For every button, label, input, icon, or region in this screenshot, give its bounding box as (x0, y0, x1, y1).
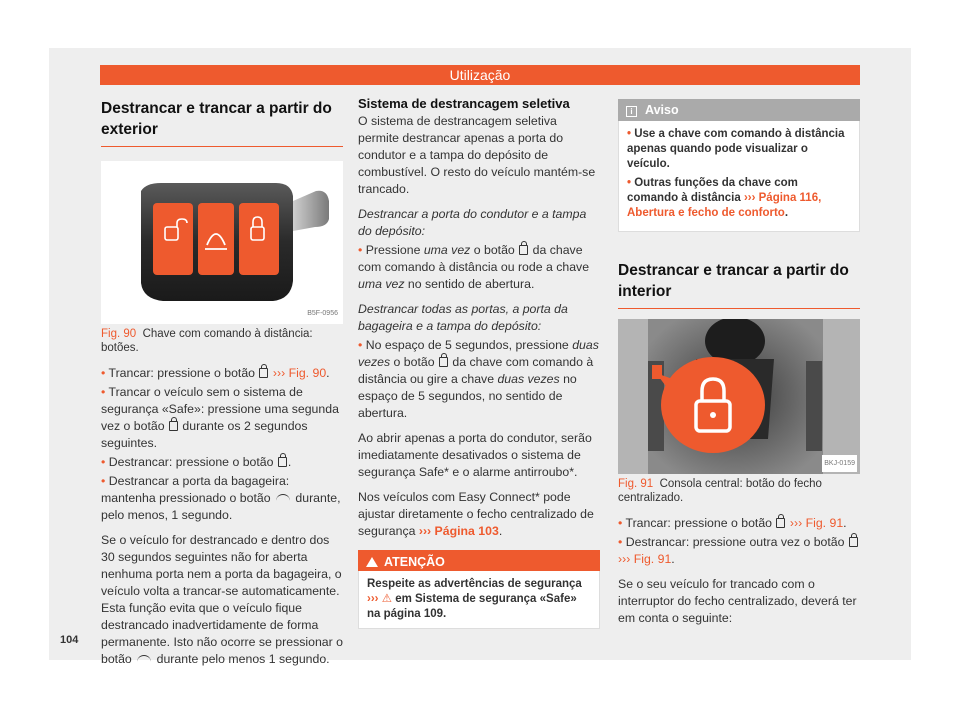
list-item: • Pressione uma vez o botão da chave com comando à distância ou rode a chave uma vez no sentido de abertura. (358, 243, 590, 291)
trunk-icon (276, 494, 290, 502)
column-2 (358, 90, 600, 641)
center-console-illustration (618, 319, 860, 474)
paragraph: O sistema de destrancagem seletiva permite destrancar apenas a porta do condutor e a tampa do depósito de combustível. O resto do veículo mantém-se trancado. (358, 114, 596, 196)
column-3 (618, 90, 860, 635)
figure-center-console (618, 319, 860, 474)
column-1 (101, 90, 343, 676)
warning-box (358, 550, 600, 629)
paragraph: Ao abrir apenas a porta do condutor, serão imediatamente desativados o sistema de segurança Safe* e o alarme antirroubo*. (358, 431, 592, 479)
figure-link[interactable]: ››› Fig. 91 (789, 516, 844, 530)
section-heading-interior: Destrancar e trancar a partir do interior (618, 252, 860, 309)
list-item: • Destrancar: pressione outra vez o botão ››› Fig. 91. (618, 534, 860, 568)
warning-header: ATENÇÃO (358, 551, 600, 571)
trunk-button-shape (198, 203, 234, 275)
list-item: • Trancar o veículo sem o sistema de segurança «Safe»: pressione uma segunda vez o botão durante os 2 segundos seguintes. (101, 385, 339, 450)
note-body (618, 121, 860, 232)
trunk-icon (137, 655, 151, 663)
list-item: • Outras funções da chave com comando à distância ››› Página 116, Abertura e fecho de conforto. (627, 177, 822, 219)
unlock-icon (278, 457, 287, 467)
figure-key-remote (101, 161, 343, 324)
page-link[interactable]: ››› Página 116, Abertura e fecho de conforto (627, 192, 822, 219)
list-item: • Destrancar a porta da bagageira: mantenha pressionado o botão durante, pelo menos, 1 segundo. (101, 474, 341, 522)
subheading-italic: Destrancar a porta do condutor e a tampa do depósito: (358, 207, 587, 238)
warning-body: Respeite as advertências de segurança ››› ⚠ em Sistema de segurança «Safe» na página 109. (358, 571, 600, 629)
subheading-italic: Destrancar todas as portas, a porta da bagageira e a tampa do depósito: (358, 302, 568, 333)
figure-link[interactable]: ››› Fig. 90 (272, 366, 327, 380)
lock-callout-circle (661, 357, 765, 453)
page-link[interactable]: ››› Página 103 (418, 524, 499, 538)
key-remote-illustration (101, 161, 343, 324)
section-heading-exterior: Destrancar e trancar a partir do exterior (101, 90, 343, 147)
lock-icon (259, 368, 268, 378)
figure-caption: Fig. 91 Consola central: botão do fecho centralizado. (618, 478, 822, 504)
paragraph: Se o veículo for destrancado e dentro dos 30 segundos seguintes não for aberta nenhuma porta nem a porta da bagageira, o veículo volta a trancar-se automaticamente. Esta função evita que o veículo fique destrancado inadvertidamente de forma permanente. Isto não ocorre se pressionar o botão durante pelo menos 1 segundo. (101, 533, 343, 666)
paragraph: Se o seu veículo for trancado com o interruptor do fecho centralizado, deverá ter em conta o seguinte: (618, 577, 857, 625)
chapter-banner: Utilização (100, 65, 860, 85)
list-item: • Use a chave com comando à distância apenas quando pode visualizar o veículo. (627, 128, 845, 170)
info-icon: i (626, 106, 637, 117)
figure-code: BKJ-0159 (822, 455, 857, 472)
figure-code: B5F-0956 (305, 305, 340, 322)
subsection-heading: Sistema de destrancagem seletiva (358, 96, 570, 111)
page-number: 104 (60, 634, 79, 646)
list-item: • Trancar: pressione o botão ››› Fig. 90. (101, 366, 330, 380)
warning-small-icon: ⚠ (381, 593, 392, 605)
note-box (618, 99, 860, 232)
figure-caption: Fig. 90 Chave com comando à distância: botões. (101, 328, 313, 354)
note-header: i Aviso (618, 99, 860, 121)
lock-icon (776, 518, 785, 528)
unlock-icon (439, 357, 448, 367)
list-item: • Trancar: pressione o botão ››› Fig. 91. (618, 516, 847, 530)
lock-icon (169, 421, 178, 431)
unlock-button-shape (153, 203, 193, 275)
paragraph: Nos veículos com Easy Connect* pode ajustar diretamente o fecho centralizado de segurança ››› Página 103. (358, 490, 594, 538)
lock-button-shape (239, 203, 279, 275)
list-item: • Destrancar: pressione o botão . (101, 455, 292, 469)
list-item: • No espaço de 5 segundos, pressione duas vezes o botão da chave com comando à distância ou gire a chave duas vezes no espaço de 5 segundos, no sentido de abertura. (358, 338, 599, 420)
warning-icon (366, 557, 378, 567)
unlock-icon (849, 537, 858, 547)
figure-link[interactable]: ››› Fig. 91 (618, 552, 672, 566)
unlock-icon (519, 245, 528, 255)
